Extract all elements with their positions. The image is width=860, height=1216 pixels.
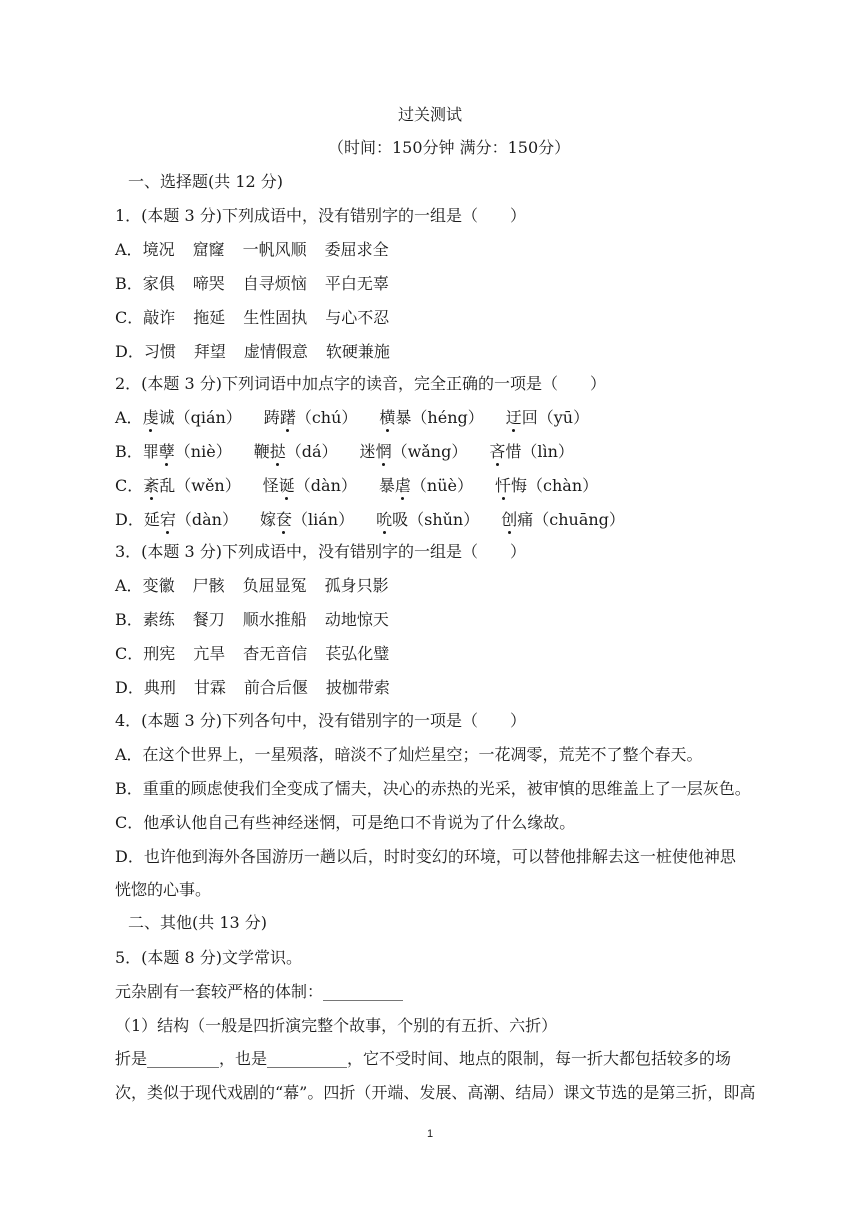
option-word: 窟窿 bbox=[192, 240, 225, 259]
option-line bbox=[115, 610, 407, 630]
option-label: C． bbox=[115, 308, 144, 327]
option-label: A． bbox=[115, 408, 143, 427]
dotted-character: 孽 bbox=[158, 442, 175, 461]
pinyin-text: （niè） bbox=[174, 442, 232, 461]
pinyin-text: （dàn） bbox=[175, 510, 238, 529]
option-word: 亢旱 bbox=[193, 644, 226, 663]
option-line bbox=[115, 644, 407, 664]
option-line bbox=[115, 308, 407, 328]
pinyin-item bbox=[263, 476, 357, 496]
dotted-character: 诞 bbox=[278, 476, 295, 495]
option-word: 委屈求全 bbox=[324, 240, 389, 259]
question-4-option-b: B．重重的顾虑使我们全变成了懦夫，决心的赤热的光采，被审慎的思维盖上了一层灰色。 bbox=[115, 779, 751, 798]
pinyin-item bbox=[143, 476, 241, 496]
dotted-character: 创 bbox=[501, 510, 518, 529]
option-word: 杳无音信 bbox=[243, 644, 308, 663]
pinyin-item bbox=[360, 442, 468, 462]
option-word: 敲诈 bbox=[143, 308, 176, 327]
pinyin-item bbox=[260, 510, 354, 530]
dotted-character: 挞 bbox=[269, 442, 286, 461]
pinyin-text: 延 bbox=[143, 510, 160, 529]
pinyin-item bbox=[489, 442, 574, 462]
pinyin-text: 暴 bbox=[378, 476, 395, 495]
pinyin-text: 暴（héng） bbox=[395, 408, 484, 427]
option-word: 动地惊天 bbox=[324, 610, 389, 629]
option-word: 变徽 bbox=[142, 576, 175, 595]
pinyin-item bbox=[501, 510, 625, 530]
pinyin-text: 踌 bbox=[263, 408, 280, 427]
option-line bbox=[115, 510, 647, 530]
question-4-option-d-cont: 恍惚的心事。 bbox=[115, 880, 212, 899]
option-word: 与心不忍 bbox=[325, 308, 390, 327]
option-word: 软硬兼施 bbox=[325, 342, 390, 361]
dotted-character: 吮 bbox=[376, 510, 393, 529]
option-word: 典刑 bbox=[143, 678, 176, 697]
pinyin-item bbox=[144, 510, 238, 530]
option-word: 素练 bbox=[142, 610, 175, 629]
pinyin-text: （chú） bbox=[295, 408, 358, 427]
question-5-line: 折是_________，也是__________，它不受时间、地点的限制，每一折大都包括较多的场 bbox=[115, 1049, 732, 1068]
pinyin-item bbox=[379, 408, 483, 428]
dotted-character: 紊 bbox=[143, 476, 160, 495]
option-word: 尸骸 bbox=[192, 576, 225, 595]
pinyin-text: 惜（lìn） bbox=[505, 442, 574, 461]
question-5-stem: 5．(本题 8 分)文学常识。 bbox=[115, 948, 303, 967]
pinyin-item bbox=[264, 408, 358, 428]
pinyin-item bbox=[376, 510, 479, 530]
question-4-option-a: A．在这个世界上，一星殒落，暗淡不了灿烂星空；一花凋零，荒芜不了整个春天。 bbox=[115, 745, 703, 764]
pinyin-text: 怪 bbox=[262, 476, 279, 495]
option-label: D． bbox=[115, 510, 144, 529]
option-word: 自寻烦恼 bbox=[242, 274, 307, 293]
pinyin-text: 痛（chuāng） bbox=[517, 510, 625, 529]
option-word: 前合后偃 bbox=[243, 678, 308, 697]
pinyin-item bbox=[143, 442, 232, 462]
question-1-stem: 1．(本题 3 分)下列成语中，没有错别字的一组是（ ） bbox=[115, 206, 527, 225]
option-line bbox=[115, 342, 408, 362]
option-word: 境况 bbox=[142, 240, 175, 259]
option-label: B． bbox=[115, 274, 143, 293]
pinyin-item bbox=[379, 476, 473, 496]
option-line bbox=[115, 408, 611, 428]
option-word: 孤身只影 bbox=[324, 576, 389, 595]
dotted-character: 横 bbox=[379, 408, 396, 427]
option-label: A． bbox=[115, 576, 143, 595]
question-3-stem: 3．(本题 3 分)下列成语中，没有错别字的一组是（ ） bbox=[115, 542, 527, 561]
pinyin-text: （lián） bbox=[292, 510, 355, 529]
question-5-line: 次，类似于现代戏剧的“幕”。四折（开端、发展、高潮、结局）课文节选的是第三折，即高 bbox=[115, 1083, 756, 1102]
pinyin-text: 嫁 bbox=[259, 510, 276, 529]
option-word: 习惯 bbox=[143, 342, 176, 361]
option-word: 拖延 bbox=[193, 308, 226, 327]
option-line bbox=[115, 576, 407, 596]
pinyin-text: 吸（shǔn） bbox=[392, 510, 480, 529]
pinyin-item bbox=[506, 408, 589, 428]
pinyin-text: 鞭 bbox=[253, 442, 270, 461]
option-label: C． bbox=[115, 476, 144, 495]
page-subtitle: （时间：150分钟 满分：150分） bbox=[328, 138, 571, 157]
option-word: 平白无辜 bbox=[324, 274, 389, 293]
option-word: 拜望 bbox=[193, 342, 226, 361]
pinyin-text: 回（yū） bbox=[521, 408, 590, 427]
dotted-character: 迂 bbox=[505, 408, 522, 427]
option-label: A． bbox=[115, 240, 143, 259]
question-4-option-d: D．也许他到海外各国游历一趟以后，时时变幻的环境，可以替他排解去这一桩使他神思 bbox=[115, 847, 736, 866]
dotted-character: 虐 bbox=[394, 476, 411, 495]
dotted-character: 躇 bbox=[279, 408, 296, 427]
pinyin-text: 迷 bbox=[359, 442, 376, 461]
question-4-stem: 4．(本题 3 分)下列各句中，没有错别字的一项是（ ） bbox=[115, 711, 527, 730]
dotted-character: 惘 bbox=[375, 442, 392, 461]
option-label: C． bbox=[115, 644, 144, 663]
option-line bbox=[115, 274, 407, 294]
dotted-character: 忏 bbox=[495, 476, 512, 495]
pinyin-text: 乱（wěn） bbox=[159, 476, 241, 495]
dotted-character: 虔 bbox=[142, 408, 159, 427]
question-5-line: （1）结构（一般是四折演完整个故事，个别的有五折、六折） bbox=[115, 1016, 558, 1035]
section-heading: 一、选择题(共 12 分) bbox=[128, 172, 284, 191]
pinyin-text: （nüè） bbox=[410, 476, 473, 495]
pinyin-text: 悔（chàn） bbox=[511, 476, 599, 495]
option-line bbox=[115, 476, 620, 496]
pinyin-text: 罪 bbox=[142, 442, 159, 461]
option-line bbox=[115, 442, 596, 462]
option-line bbox=[115, 240, 407, 260]
pinyin-item bbox=[254, 442, 338, 462]
page-title: 过关测试 bbox=[397, 105, 462, 124]
option-label: D． bbox=[115, 342, 144, 361]
option-label: B． bbox=[115, 610, 143, 629]
option-word: 负屈显冤 bbox=[242, 576, 307, 595]
pinyin-text: （dá） bbox=[285, 442, 338, 461]
option-line bbox=[115, 678, 408, 698]
pinyin-item bbox=[143, 408, 242, 428]
pinyin-text: （wǎng） bbox=[391, 442, 468, 461]
dotted-character: 吝 bbox=[489, 442, 506, 461]
question-2-stem: 2．(本题 3 分)下列词语中加点字的读音，完全正确的一项是（ ） bbox=[115, 374, 607, 393]
option-word: 家俱 bbox=[142, 274, 175, 293]
option-word: 一帆风顺 bbox=[242, 240, 307, 259]
pinyin-text: 诚（qián） bbox=[158, 408, 242, 427]
option-word: 甘霖 bbox=[193, 678, 226, 697]
option-word: 苌弘化璧 bbox=[325, 644, 390, 663]
option-word: 生性固执 bbox=[243, 308, 308, 327]
option-word: 餐刀 bbox=[192, 610, 225, 629]
option-word: 披枷带索 bbox=[325, 678, 390, 697]
pinyin-text: （dàn） bbox=[294, 476, 357, 495]
pinyin-item bbox=[495, 476, 598, 496]
dotted-character: 奁 bbox=[275, 510, 292, 529]
option-label: D． bbox=[115, 678, 144, 697]
option-word: 啼哭 bbox=[192, 274, 225, 293]
dotted-character: 宕 bbox=[159, 510, 176, 529]
option-label: B． bbox=[115, 442, 143, 461]
question-5-line: 元杂剧有一套较严格的体制：__________ bbox=[115, 982, 404, 1001]
option-word: 刑宪 bbox=[143, 644, 176, 663]
page-number: 1 bbox=[426, 1128, 434, 1140]
option-word: 顺水推船 bbox=[242, 610, 307, 629]
option-word: 虚情假意 bbox=[243, 342, 308, 361]
question-4-option-c: C．他承认他自己有些神经迷惘，可是绝口不肯说为了什么缘故。 bbox=[115, 813, 576, 832]
section-heading: 二、其他(共 13 分) bbox=[128, 913, 268, 932]
